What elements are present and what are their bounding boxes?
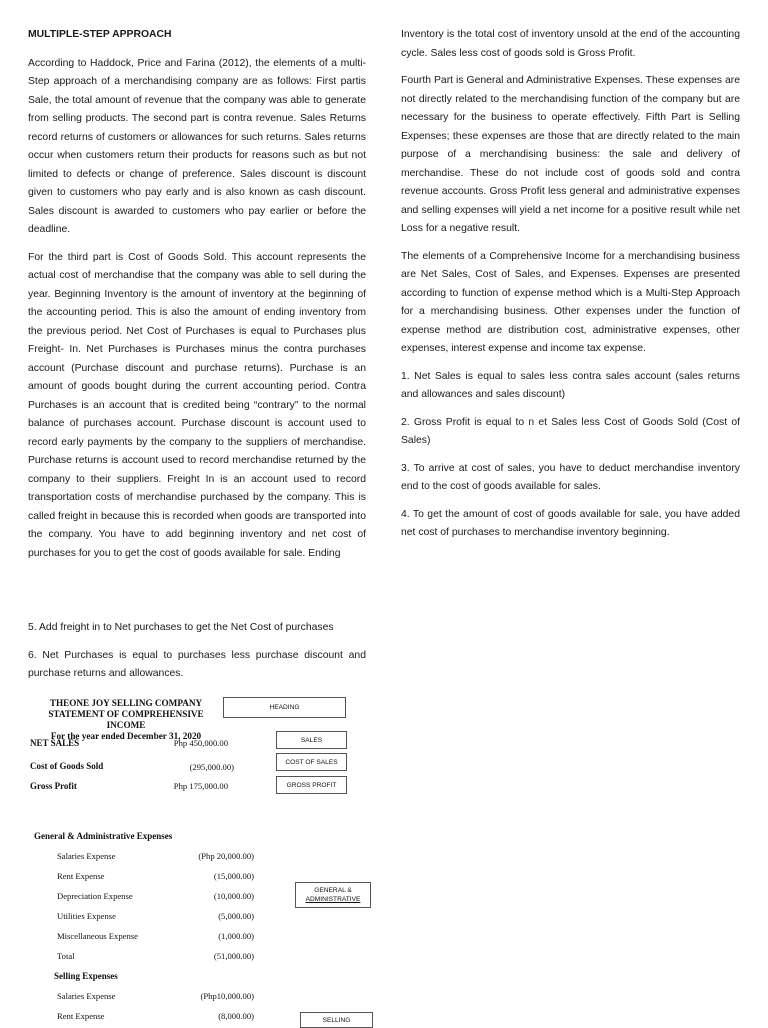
net-sales-label: NET SALES (30, 738, 80, 748)
ga-total-value: (51,000.00) (213, 951, 254, 961)
tag-gross-profit: GROSS PROFIT (276, 776, 347, 794)
selling-item-label: Rent Expense (57, 1011, 105, 1021)
section-heading: MULTIPLE-STEP APPROACH (28, 29, 172, 40)
statement-title: STATEMENT OF COMPREHENSIVE INCOME (48, 709, 204, 730)
statement-period: For the year ended December 31, 2020 (50, 731, 202, 741)
paragraph-expenses: Fourth Part is General and Administrative Expenses. These expenses are not directly related to the merchandising function of the company but are necessary for the business to operate effectively. Fifth Part is Selling Expenses; these expenses are those that are directly related to the main purpose of a merchandising business: the sale and delivery of merchandise. These do not include cost of goods sold and contra revenue accounts. Gross Profit less general and administrative expenses and selling expenses will yield a net income for a positive result while net Loss for a negative result. (401, 75, 740, 234)
list-item-5: 5. Add freight in to Net purchases to get the Net Cost of purchases (28, 622, 334, 633)
selling-item-value: (8,000.00) (218, 1011, 254, 1021)
paragraph-comprehensive-income: The elements of a Comprehensive Income for a merchandising business are Net Sales, Cost of Sales, and Expenses. Expenses are presented according to function of expense method which is a Multi-Step Approach for a merchandising business. Other expenses under the function of expense method are distribution cost, administrative expenses, other expenses, interest expense and income tax expense. (401, 250, 740, 354)
ga-item-label: Salaries Expense (57, 851, 116, 861)
lower-list (28, 619, 366, 693)
list-item-2: 2. Gross Profit is equal to n et Sales less Cost of Goods Sold (Cost of Sales) (401, 416, 740, 446)
list-item-4: 4. To get the amount of cost of goods available for sale, you have added net cost of purchases to merchandise inventory beginning. (401, 508, 740, 538)
company-name: THEONE JOY SELLING COMPANY (49, 698, 203, 708)
list-item-3: 3. To arrive at cost of sales, you have to deduct merchandise inventory end to the cost of goods available for sales. (401, 462, 740, 492)
selling-heading: Selling Expenses (54, 971, 118, 981)
right-column (401, 26, 740, 552)
cogs-label: Cost of Goods Sold (30, 761, 104, 771)
ga-item-value: (15,000.00) (213, 871, 254, 881)
selling-item-value: (Php10,000.00) (200, 991, 254, 1001)
tag-heading: HEADING (223, 697, 346, 718)
ga-item-label: Miscellaneous Expense (57, 931, 138, 941)
statement-header (28, 698, 224, 742)
tag-cost-of-sales: COST OF SALES (276, 753, 347, 771)
ga-item-value: (Php 20,000.00) (198, 851, 254, 861)
paragraph-cost-of-goods: For the third part is Cost of Goods Sold. This account represents the actual cost of merchandise that the company was able to sell during the year. Beginning Inventory is the amount of inventory at the beginning of the accounting period. This is also the amount of ending inventory from the previous period. Net Cost of Purchases is equal to Purchases plus Freight- In. Net Purchases is Purchases minus the contra purchases account (Purchase discount and purchase returns). Purchase is an amount of goods bought during the current accounting period. Contra Purchases is an account that is credited being “contrary” to the normal balance of purchases account. Purchase discount is account used to record early payments by the company to the suppliers of merchandise. Purchase returns is account used to record merchandise returned by the company to their suppliers. Freight In is an account used to record transportation costs of merchandise purchased by the company. This is called freight in because this is recorded when goods are transported into the company. You have to add beginning inventory and net cost of purchases for you to get the cost of goods available for sale. Ending (28, 251, 366, 559)
ga-item-label: Depreciation Expense (57, 891, 133, 901)
gross-profit-value: Php 175,000.00 (173, 781, 228, 791)
left-column (28, 26, 366, 572)
tag-sales: SALES (276, 731, 347, 749)
ga-item-value: (1,000.00) (218, 931, 254, 941)
tag-ga-line1: GENERAL & (314, 887, 352, 894)
tag-general-administrative (295, 882, 371, 908)
ga-heading: General & Administrative Expenses (34, 831, 173, 841)
cogs-value: (295,000.00) (189, 762, 234, 772)
ga-total-label: Total (57, 951, 75, 961)
ga-item-label: Utilities Expense (57, 911, 116, 921)
list-item-1: 1. Net Sales is equal to sales less contra sales account (sales returns and allowances and sales discount) (401, 370, 740, 400)
selling-item-label: Salaries Expense (57, 991, 116, 1001)
gross-profit-label: Gross Profit (30, 781, 77, 791)
tag-ga-line2: ADMINISTRATIVE (305, 896, 361, 903)
paragraph-elements: According to Haddock, Price and Farina (2012), the elements of a multi-Step approach of a merchandising company are as follows: First partis Sale, the total amount of revenue that the company was able to generate from selling products. The second part is contra revenue. Sales Returns record returns of customers or allowances for such returns. Sales returns occur when customers return their products for reasons such as but not limited to defects or change of preference. Sales discount is discount given to customers who pay early and is also known as cash discount. Sales discount is awarded to customers who pay earlier or before the deadline. (28, 57, 366, 235)
ga-item-value: (5,000.00) (218, 911, 254, 921)
tag-selling: SELLING (300, 1012, 373, 1028)
net-sales-value: Php 450,000.00 (173, 738, 228, 748)
ga-item-value: (10,000.00) (213, 891, 254, 901)
paragraph-ending-inventory: Inventory is the total cost of inventory unsold at the end of the accounting cycle. Sales less cost of goods sold is Gross Profit. (401, 29, 740, 59)
ga-item-label: Rent Expense (57, 871, 105, 881)
list-item-6: 6. Net Purchases is equal to purchases less purchase discount and purchase returns and allowances. (28, 649, 366, 679)
